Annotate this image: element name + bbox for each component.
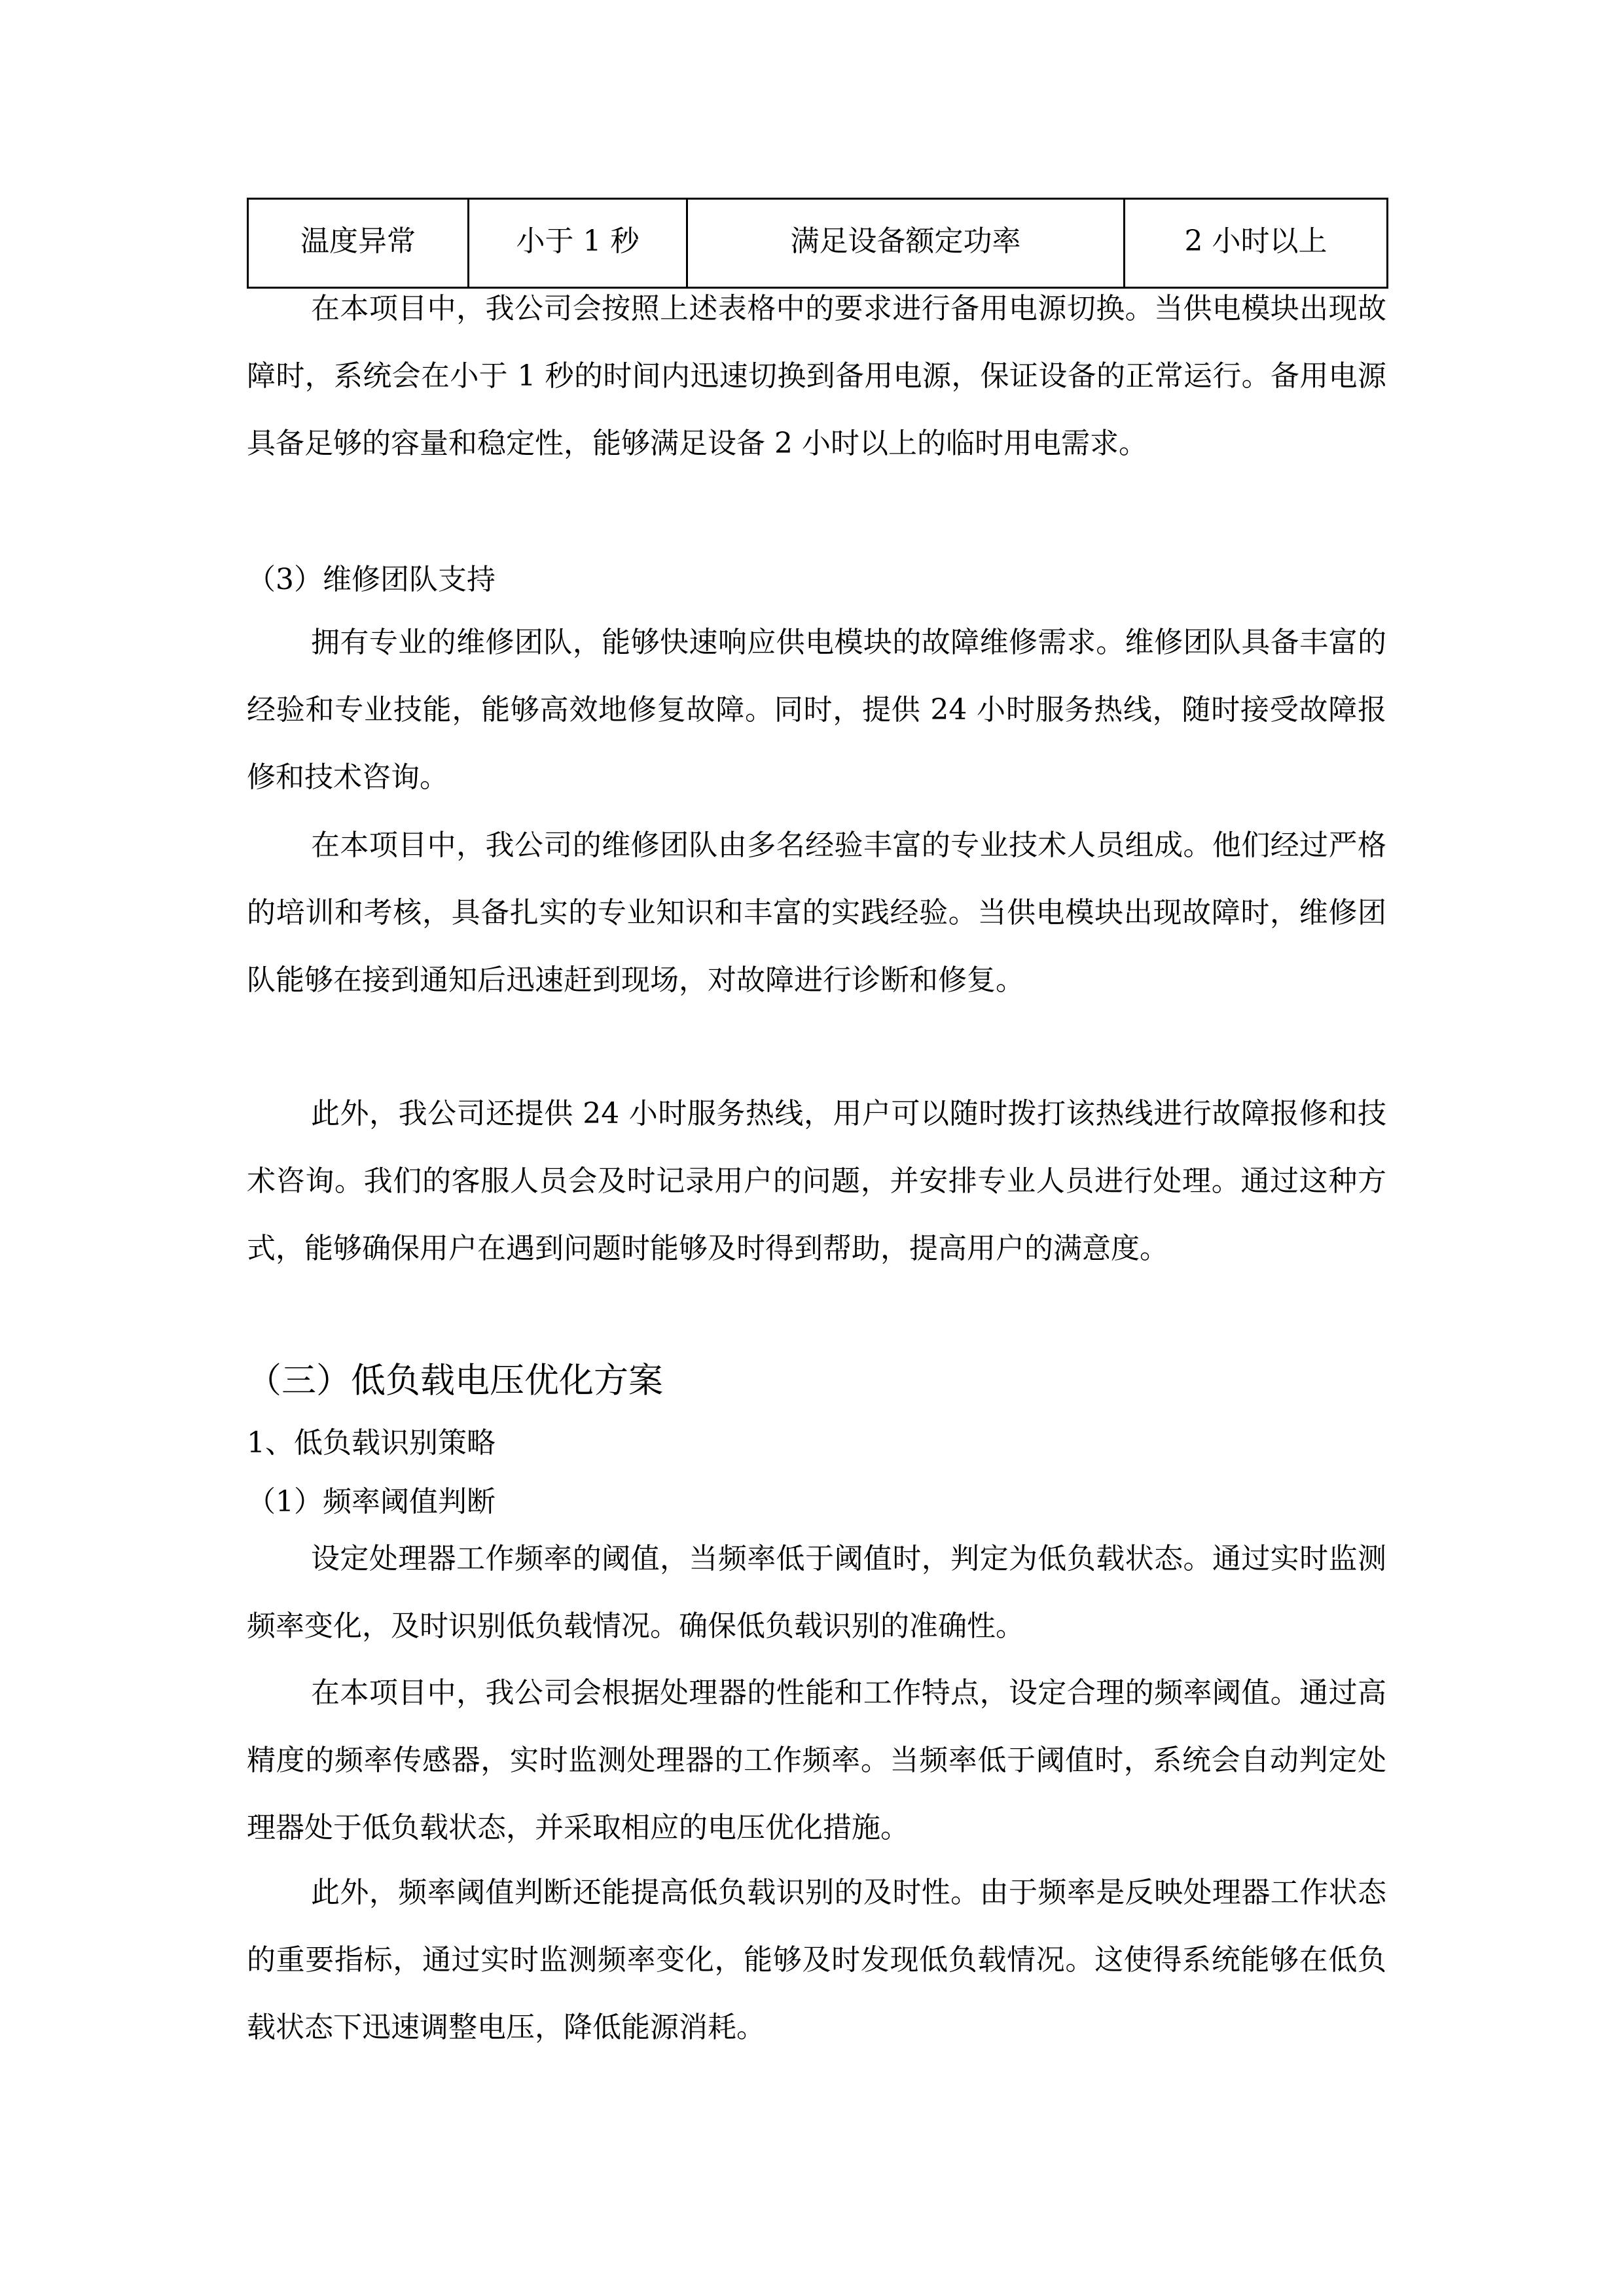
table-cell: 2 小时以上: [1125, 199, 1388, 288]
paragraph: 此外，我公司还提供 24 小时服务热线，用户可以随时拨打该热线进行故障报修和技术咨询。我们的客服人员会及时记录用户的问题，并安排专业人员进行处理。通过这种方式，能够确保用户在遇到问题时能够及时得到帮助，提高用户的满意度。: [247, 1097, 1386, 1265]
subheading: （3）维修团队支持: [247, 563, 496, 596]
table-cell: 温度异常: [248, 199, 469, 288]
paragraph: 设定处理器工作频率的阈值，当频率低于阈值时，判定为低负载状态。通过实时监测频率变化，及时识别低负载情况。确保低负载识别的准确性。: [247, 1542, 1386, 1643]
table-cell: 小于 1 秒: [469, 199, 687, 288]
paragraph: 在本项目中，我公司会按照上述表格中的要求进行备用电源切换。当供电模块出现故障时，系统会在小于 1 秒的时间内迅速切换到备用电源，保证设备的正常运行。备用电源具备足够的容量和稳定性，能够满足设备 2 小时以上的临时用电需求。: [247, 292, 1386, 460]
subheading: 1、低负载识别策略: [247, 1426, 496, 1460]
section-heading: （三）低负载电压优化方案: [247, 1361, 663, 1401]
paragraph: 在本项目中，我公司的维修团队由多名经验丰富的专业技术人员组成。他们经过严格的培训和考核，具备扎实的专业知识和丰富的实践经验。当供电模块出现故障时，维修团队能够在接到通知后迅速赶到现场，对故障进行诊断和修复。: [247, 829, 1386, 997]
paragraph: 拥有专业的维修团队，能够快速响应供电模块的故障维修需求。维修团队具备丰富的经验和专业技能，能够高效地修复故障。同时，提供 24 小时服务热线，随时接受故障报修和技术咨询。: [247, 626, 1386, 794]
paragraph: 此外，频率阈值判断还能提高低负载识别的及时性。由于频率是反映处理器工作状态的重要指标，通过实时监测频率变化，能够及时发现低负载情况。这使得系统能够在低负载状态下迅速调整电压，降低能源消耗。: [247, 1876, 1386, 2044]
subheading: （1）频率阈值判断: [247, 1485, 496, 1518]
table-cell: 满足设备额定功率: [687, 199, 1125, 288]
paragraph: 在本项目中，我公司会根据处理器的性能和工作特点，设定合理的频率阈值。通过高精度的频率传感器，实时监测处理器的工作频率。当频率低于阈值时，系统会自动判定处理器处于低负载状态，并采取相应的电压优化措施。: [247, 1676, 1386, 1844]
